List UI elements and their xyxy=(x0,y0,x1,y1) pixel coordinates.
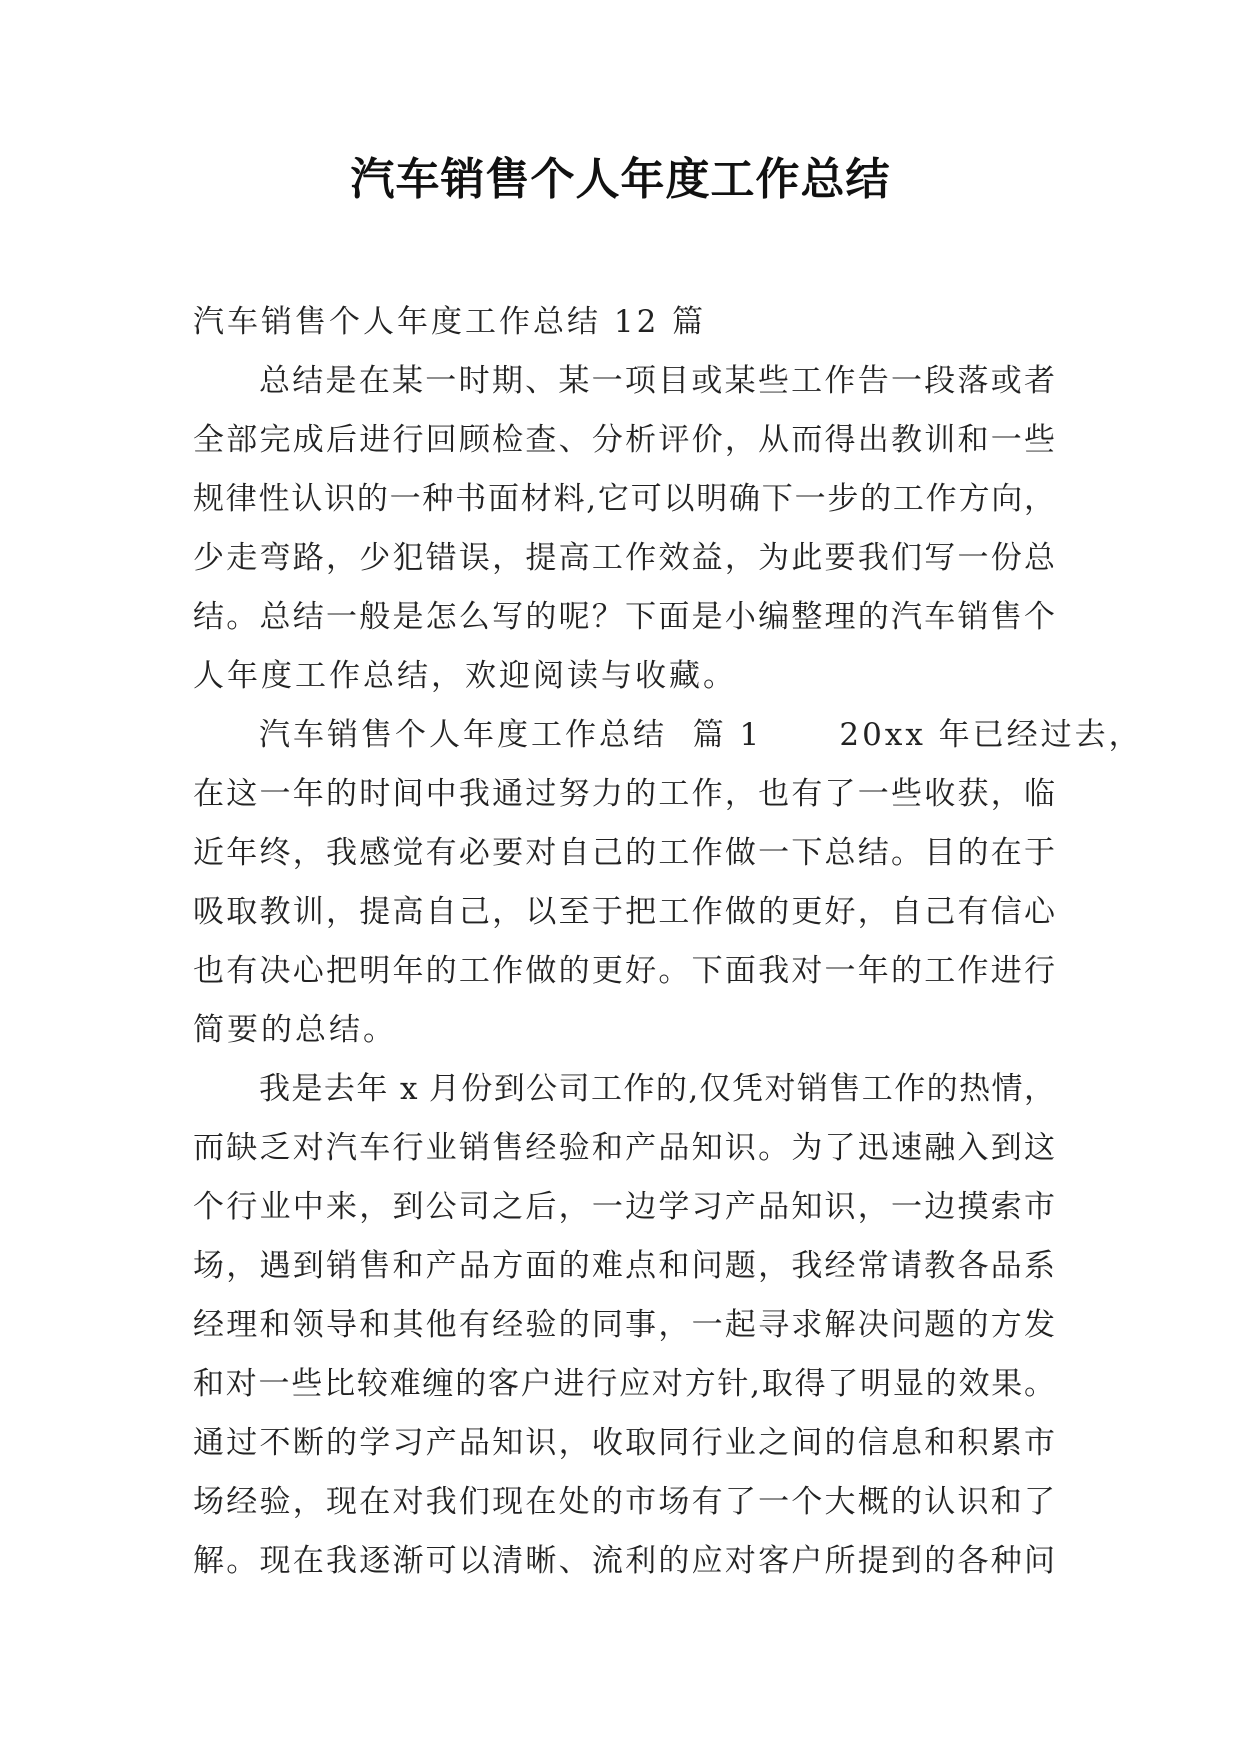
paragraph-line: 全部完成后进行回顾检查、分析评价，从而得出教训和一些 xyxy=(193,422,1055,458)
paragraph-experience xyxy=(193,1060,1055,1591)
document-title: 汽车销售个人年度工作总结 xyxy=(350,154,891,205)
paragraph-line: 也有决心把明年的工作做的更好。下面我对一年的工作进行 xyxy=(193,953,1055,989)
paragraph-line: 简要的总结。 xyxy=(193,1012,397,1048)
document-subtitle: 汽车销售个人年度工作总结 12 篇 xyxy=(193,304,707,340)
paragraph-line: 人年度工作总结，欢迎阅读与收藏。 xyxy=(193,658,737,694)
document-body xyxy=(193,293,1143,1591)
paragraph-line: 汽车销售个人年度工作总结 篇 1 20xx 年已经过去， xyxy=(259,717,1143,753)
paragraph-line: 场，遇到销售和产品方面的难点和问题，我经常请教各品系 xyxy=(193,1248,1055,1284)
paragraph-line: 场经验，现在对我们现在处的市场有了一个大概的认识和了 xyxy=(193,1484,1055,1520)
paragraph-intro xyxy=(193,352,1055,706)
paragraph-line: 规律性认识的一种书面材料,它可以明确下一步的工作方向， xyxy=(193,481,1055,517)
paragraph-line: 总结是在某一时期、某一项目或某些工作告一段落或者 xyxy=(259,363,1055,399)
paragraph-line: 通过不断的学习产品知识，收取同行业之间的信息和积累市 xyxy=(193,1425,1055,1461)
paragraph-line: 近年终，我感觉有必要对自己的工作做一下总结。目的在于 xyxy=(193,835,1055,871)
paragraph-line: 在这一年的时间中我通过努力的工作，也有了一些收获，临 xyxy=(193,776,1055,812)
paragraph-line: 吸取教训，提高自己，以至于把工作做的更好，自己有信心 xyxy=(193,894,1055,930)
paragraph-line: 我是去年 x 月份到公司工作的,仅凭对销售工作的热情， xyxy=(259,1071,1055,1107)
paragraph-line: 而缺乏对汽车行业销售经验和产品知识。为了迅速融入到这 xyxy=(193,1130,1055,1166)
paragraph-line: 解。现在我逐渐可以清晰、流利的应对客户所提到的各种问 xyxy=(193,1543,1055,1579)
paragraph-line: 结。总结一般是怎么写的呢？下面是小编整理的汽车销售个 xyxy=(193,599,1055,635)
paragraph-line: 和对一些比较难缠的客户进行应对方针,取得了明显的效果。 xyxy=(193,1366,1055,1402)
paragraph-line: 少走弯路，少犯错误，提高工作效益，为此要我们写一份总 xyxy=(193,540,1055,576)
paragraph-line: 经理和领导和其他有经验的同事，一起寻求解决问题的方发 xyxy=(193,1307,1055,1343)
paragraph-line: 个行业中来，到公司之后，一边学习产品知识，一边摸索市 xyxy=(193,1189,1055,1225)
paragraph-part-1 xyxy=(193,706,1143,1060)
